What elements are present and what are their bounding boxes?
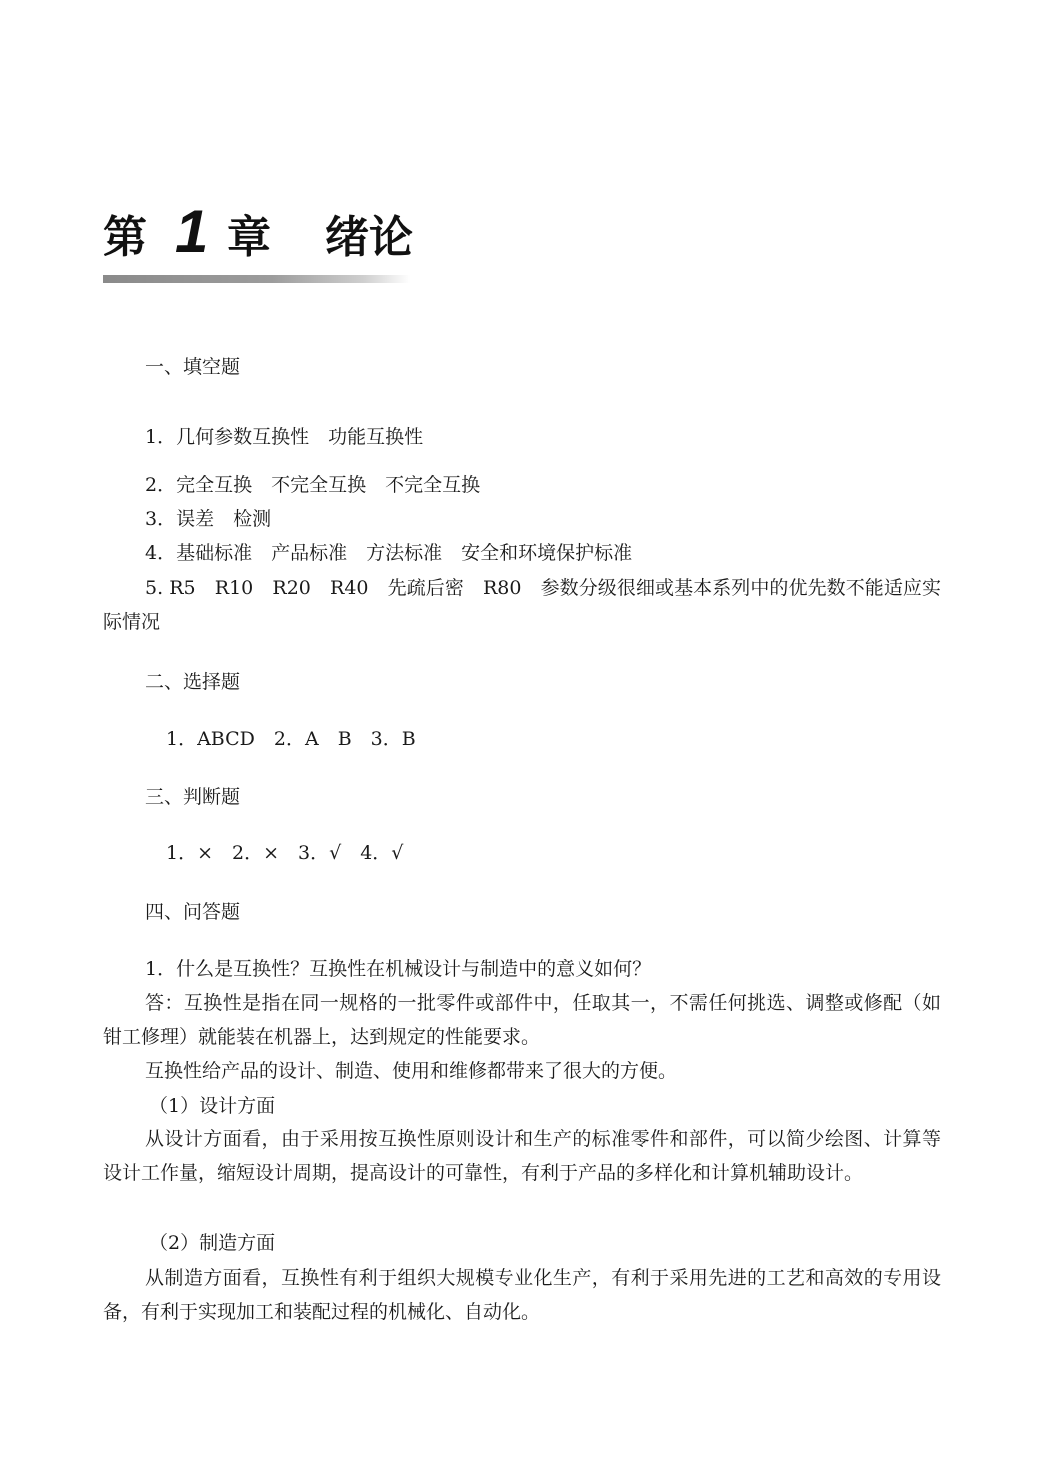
chapter-suffix: 章 xyxy=(227,212,271,263)
qa-manufacture-text: 从制造方面看，互换性有利于组织大规模专业化生产，有利于采用先进的工艺和高效的专用设备，有利于实现加工和装配过程的机械化、自动化。 xyxy=(103,1267,941,1323)
fill-blank-item-4: 4．基础标准 产品标准 方法标准 安全和环境保护标准 xyxy=(145,542,633,564)
qa-design-text: 从设计方面看，由于采用按互换性原则设计和生产的标准零件和部件，可以简少绘图、计算等设计工作量，缩短设计周期，提高设计的可靠性，有利于产品的多样化和计算机辅助设计。 xyxy=(103,1128,941,1184)
section-heading-choice: 二、选择题 xyxy=(145,671,241,693)
fill-blank-item-2: 2．完全互换 不完全互换 不完全互换 xyxy=(145,474,481,496)
qa-answer-paragraph: 答：互换性是指在同一规格的一批零件或部件中，任取其一，不需任何挑选、调整或修配（如钳工修理）就能装在机器上，达到规定的性能要求。 xyxy=(103,992,941,1048)
chapter-name: 绪论 xyxy=(325,212,413,263)
fill-blank-item-1: 1．几何参数互换性 功能互换性 xyxy=(145,426,424,448)
choice-answers: 1．ABCD 2．A B 3．B xyxy=(166,728,416,750)
judge-answers: 1．× 2．× 3．√ 4．√ xyxy=(166,842,404,864)
qa-manufacture-label: （2）制造方面 xyxy=(149,1232,276,1254)
qa-intro: 互换性给产品的设计、制造、使用和维修都带来了很大的方便。 xyxy=(145,1060,678,1082)
fill-blank-item-3: 3．误差 检测 xyxy=(145,508,272,530)
qa-question-1: 1．什么是互换性？互换性在机械设计与制造中的意义如何？ xyxy=(145,958,652,980)
section-heading-fill-blank: 一、填空题 xyxy=(145,356,241,378)
chapter-prefix: 第 xyxy=(103,212,147,263)
fill-blank-item-5: 5. R5 R10 R20 R40 先疏后密 R80 参数分级很细或基本系列中的优先数不能适应实际情况 xyxy=(103,577,941,633)
qa-design-label: （1）设计方面 xyxy=(149,1095,276,1117)
chapter-title xyxy=(103,200,503,270)
section-heading-judge: 三、判断题 xyxy=(145,786,241,808)
chapter-number: 1 xyxy=(175,198,209,265)
chapter-underline xyxy=(103,275,410,283)
section-heading-qa: 四、问答题 xyxy=(145,901,241,923)
